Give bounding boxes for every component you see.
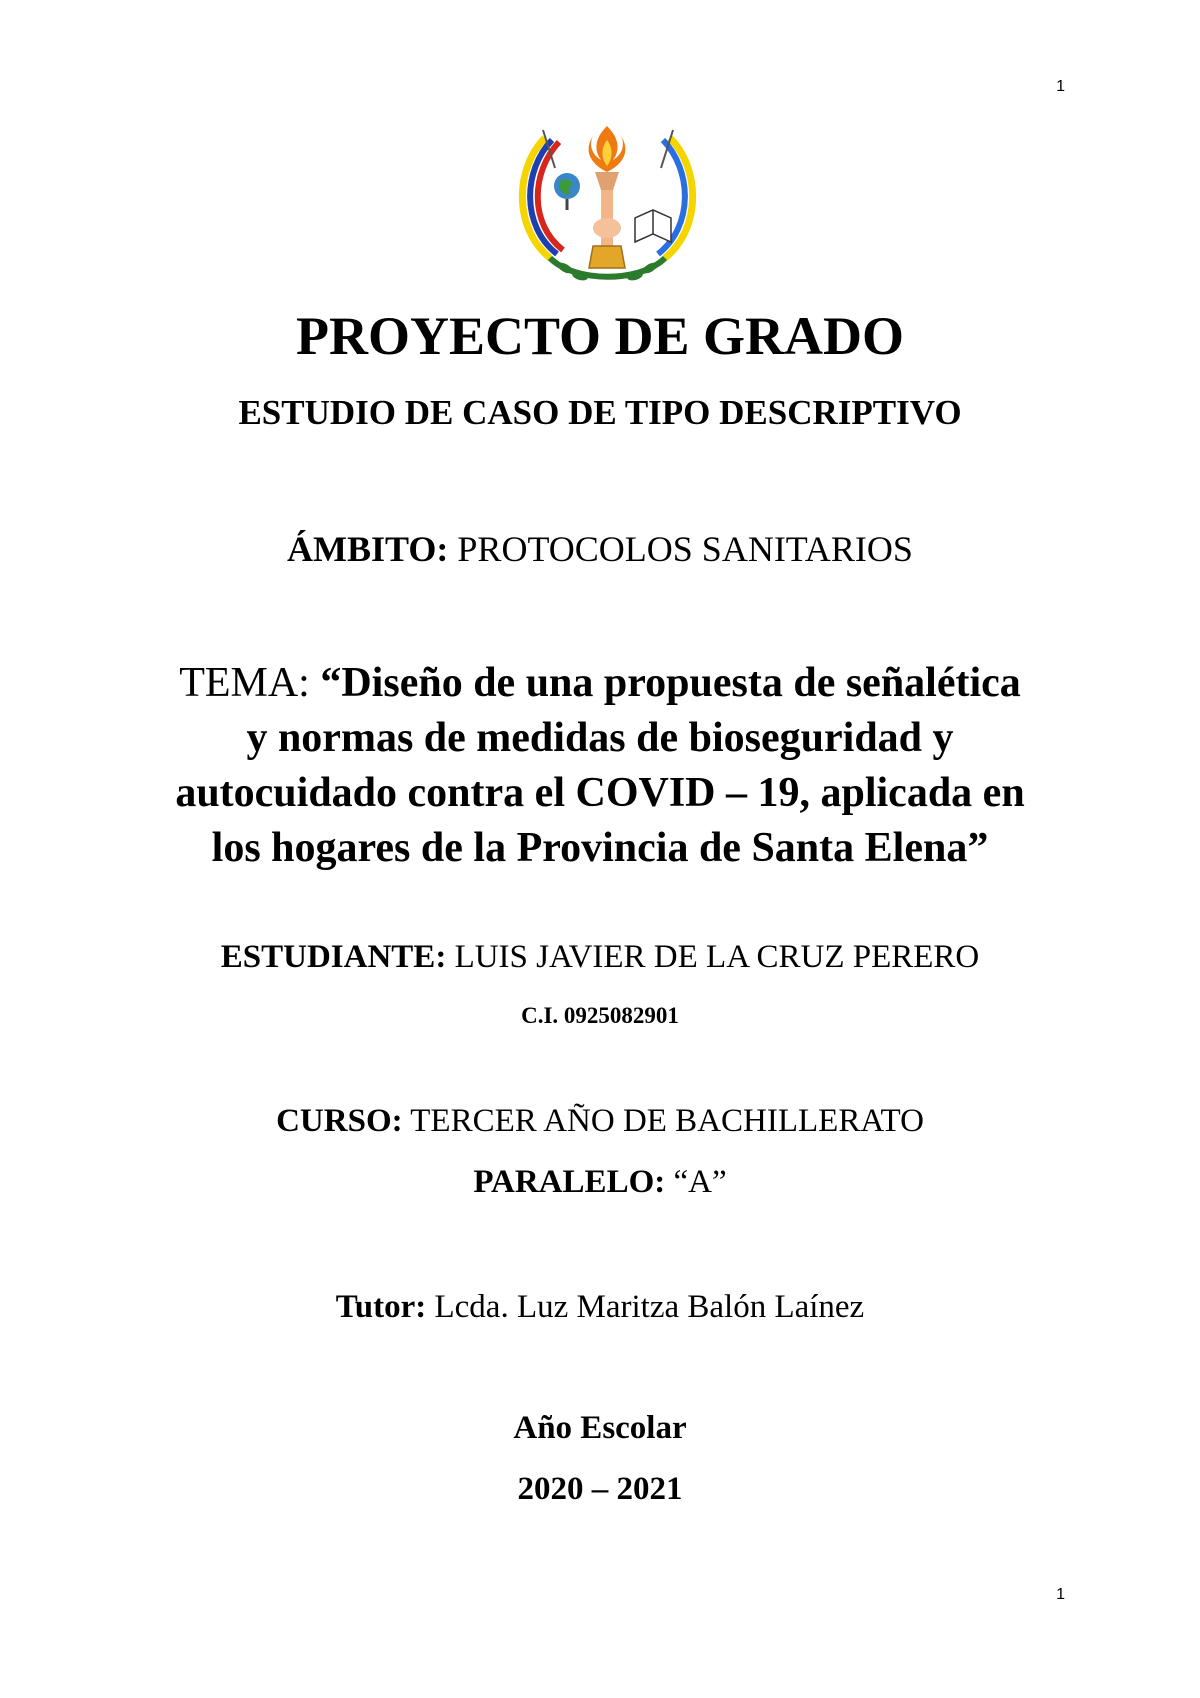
- school-torch-emblem-icon: [505, 118, 710, 298]
- tema-text-1: “Diseño de una propuesta de señalética: [309, 660, 1021, 706]
- tema-line-1: [100, 656, 1100, 711]
- paralelo-line: [0, 1164, 1200, 1201]
- ambito-value: PROTOCOLOS SANITARIOS: [448, 529, 913, 569]
- school-year-value: 2020 – 2021: [517, 1471, 683, 1507]
- curso-line: [0, 1103, 1200, 1140]
- paralelo-label: PARALELO:: [473, 1164, 666, 1200]
- curso-label: CURSO:: [276, 1103, 403, 1139]
- paralelo-value: “A”: [665, 1164, 727, 1200]
- ci-value: 0925082901: [558, 1003, 679, 1028]
- tutor-line: [0, 1289, 1200, 1326]
- ci-label: C.I.: [521, 1003, 559, 1028]
- ci-line: [0, 1003, 1200, 1029]
- page-number-bottom: 1: [1056, 1586, 1065, 1603]
- tema-line-3: autocuidado contra el COVID – 19, aplicada en: [175, 770, 1025, 816]
- page-title: PROYECTO DE GRADO: [295, 306, 905, 366]
- curso-value: TERCER AÑO DE BACHILLERATO: [402, 1103, 924, 1139]
- estudiante-line: [0, 939, 1200, 976]
- estudiante-label: ESTUDIANTE:: [220, 939, 447, 975]
- tema-label: TEMA:: [179, 660, 310, 706]
- estudiante-value: LUIS JAVIER DE LA CRUZ PERERO: [446, 939, 980, 975]
- page-number-top: 1: [1056, 78, 1065, 95]
- tema-line-4: los hogares de la Provincia de Santa Elena”: [211, 825, 989, 871]
- ambito-line: [0, 528, 1200, 570]
- tutor-value: Lcda. Luz Maritza Balón Laínez: [426, 1289, 865, 1325]
- page-subtitle: ESTUDIO DE CASO DE TIPO DESCRIPTIVO: [238, 393, 962, 432]
- ambito-label: ÁMBITO:: [287, 529, 449, 569]
- tema-line-2: y normas de medidas de bioseguridad y: [246, 715, 954, 761]
- tema-block: [100, 656, 1100, 876]
- school-year-label: Año Escolar: [513, 1410, 687, 1446]
- tutor-label: Tutor:: [335, 1289, 427, 1325]
